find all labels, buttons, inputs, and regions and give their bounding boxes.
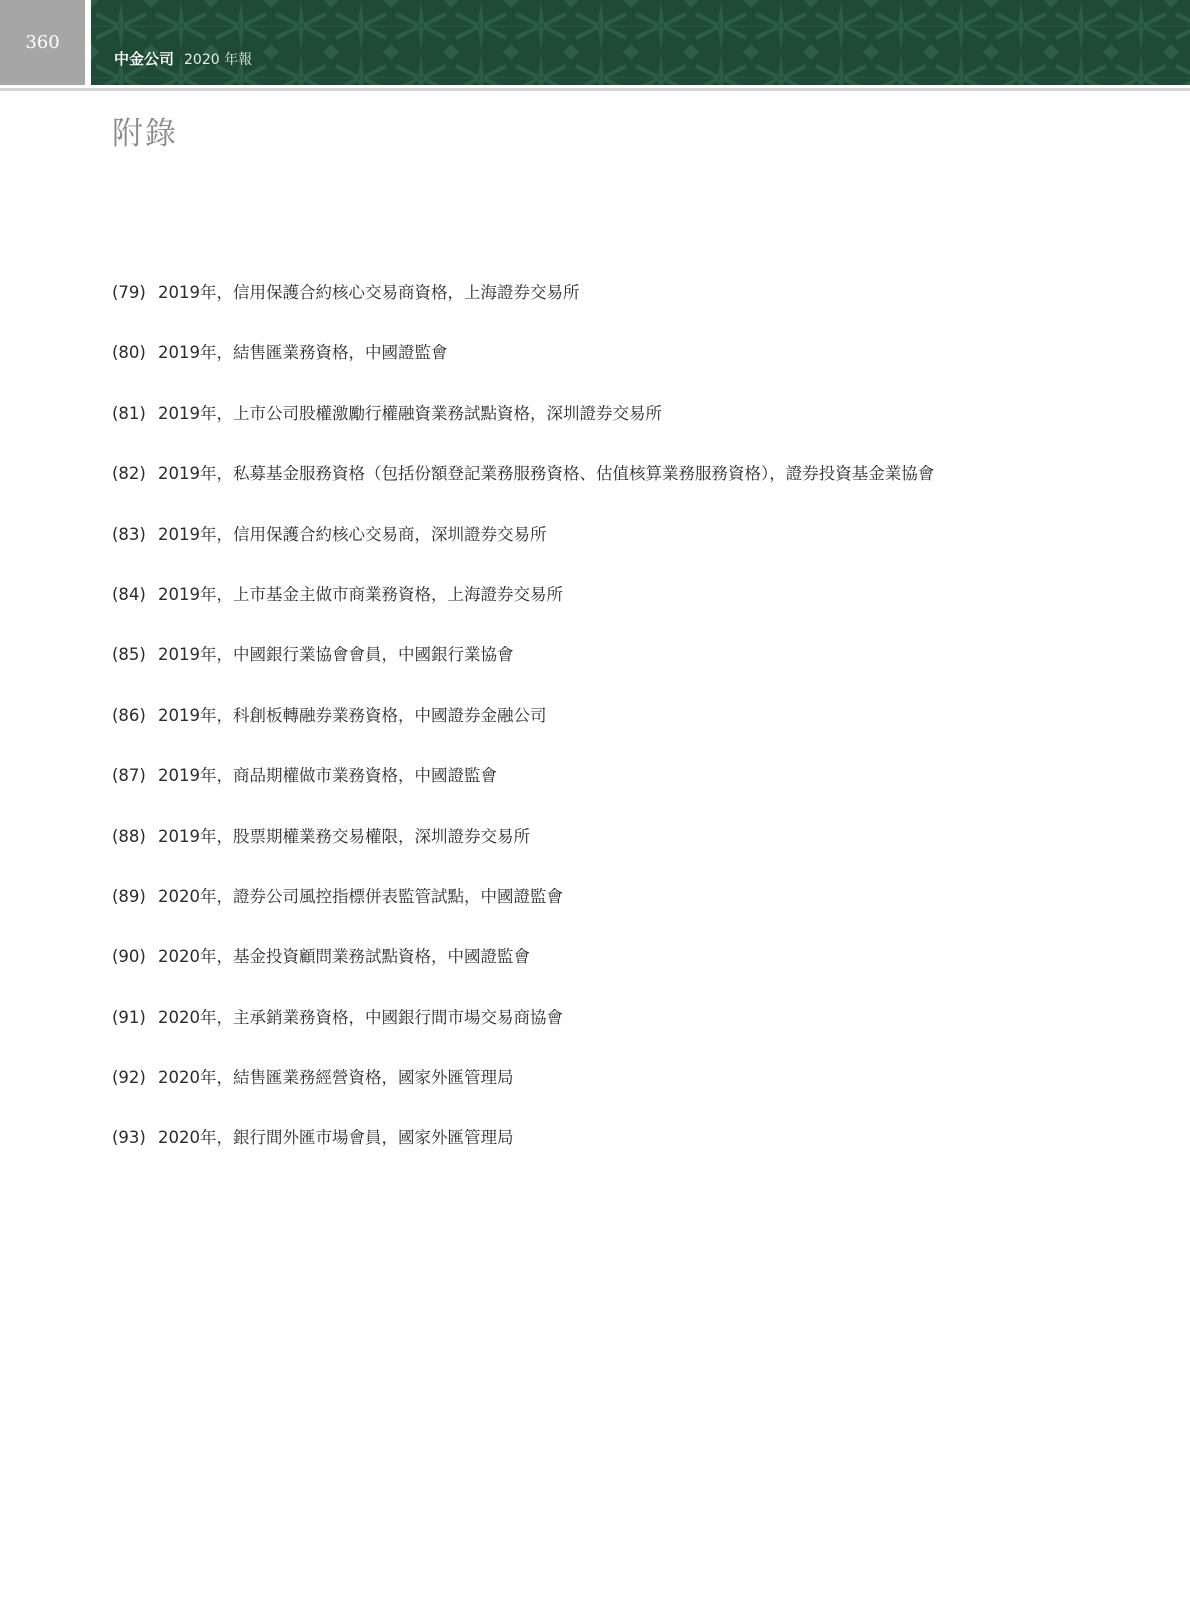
item-text: 2019年，私募基金服務資格（包括份額登記業務服務資格、估值核算業務服務資格），證券投資基金業協會 [158,464,935,484]
item-number: (92) [112,1068,146,1088]
item-number: (87) [112,766,146,786]
item-text: 2019年，上市基金主做市商業務資格，上海證券交易所 [158,584,563,604]
item-text: 2019年，股票期權業務交易權限，深圳證券交易所 [158,826,530,846]
item-number: (85) [112,645,146,665]
item-number: (79) [112,283,146,302]
list-item [112,644,934,704]
header-divider [0,88,1190,91]
list-item [112,705,934,765]
list-item [112,342,934,402]
banner-title [114,48,252,69]
company-name: 中金公司 [114,50,175,68]
page-number-box [0,0,85,85]
item-text: 2019年，上市公司股權激勵行權融資業務試點資格，深圳證券交易所 [158,403,662,423]
section-title: 附錄 [112,116,178,152]
header-banner [91,0,1190,85]
item-text: 2020年，證券公司風控指標併表監管試點，中國證監會 [158,886,563,906]
item-number: (90) [112,947,146,967]
list-item [112,886,934,946]
item-text: 2020年，銀行間外匯市場會員，國家外匯管理局 [158,1128,514,1148]
list-item [112,282,934,342]
item-text: 2019年，信用保護合約核心交易商資格，上海證券交易所 [158,283,580,302]
list-item [112,946,934,1006]
banner-pattern [91,0,1190,85]
list-item [112,524,934,584]
report-label: 2020 年報 [184,52,253,68]
item-text: 2019年，商品期權做市業務資格，中國證監會 [158,766,497,786]
list-item [112,584,934,644]
item-number: (88) [112,826,146,846]
item-number: (91) [112,1007,146,1027]
item-text: 2019年，中國銀行業協會會員，中國銀行業協會 [158,645,514,665]
list-item [112,463,934,523]
list-item [112,1007,934,1067]
qualification-list [112,282,934,1188]
list-item [112,1127,934,1187]
item-text: 2020年，結售匯業務經營資格，國家外匯管理局 [158,1068,514,1088]
item-text: 2020年，主承銷業務資格，中國銀行間市場交易商協會 [158,1007,563,1027]
item-number: (80) [112,343,146,363]
item-number: (82) [112,464,146,484]
item-number: (84) [112,584,146,604]
item-number: (81) [112,403,146,423]
item-number: (93) [112,1128,146,1148]
page-number: 360 [25,32,60,53]
item-text: 2019年，結售匯業務資格，中國證監會 [158,343,448,363]
item-number: (83) [112,524,146,544]
item-text: 2019年，科創板轉融券業務資格，中國證券金融公司 [158,705,547,725]
list-item [112,403,934,463]
item-number: (89) [112,886,146,906]
list-item [112,1067,934,1127]
list-item [112,826,934,886]
item-text: 2019年，信用保護合約核心交易商，深圳證券交易所 [158,524,547,544]
list-item [112,765,934,825]
item-number: (86) [112,705,146,725]
item-text: 2020年，基金投資顧問業務試點資格，中國證監會 [158,947,530,967]
